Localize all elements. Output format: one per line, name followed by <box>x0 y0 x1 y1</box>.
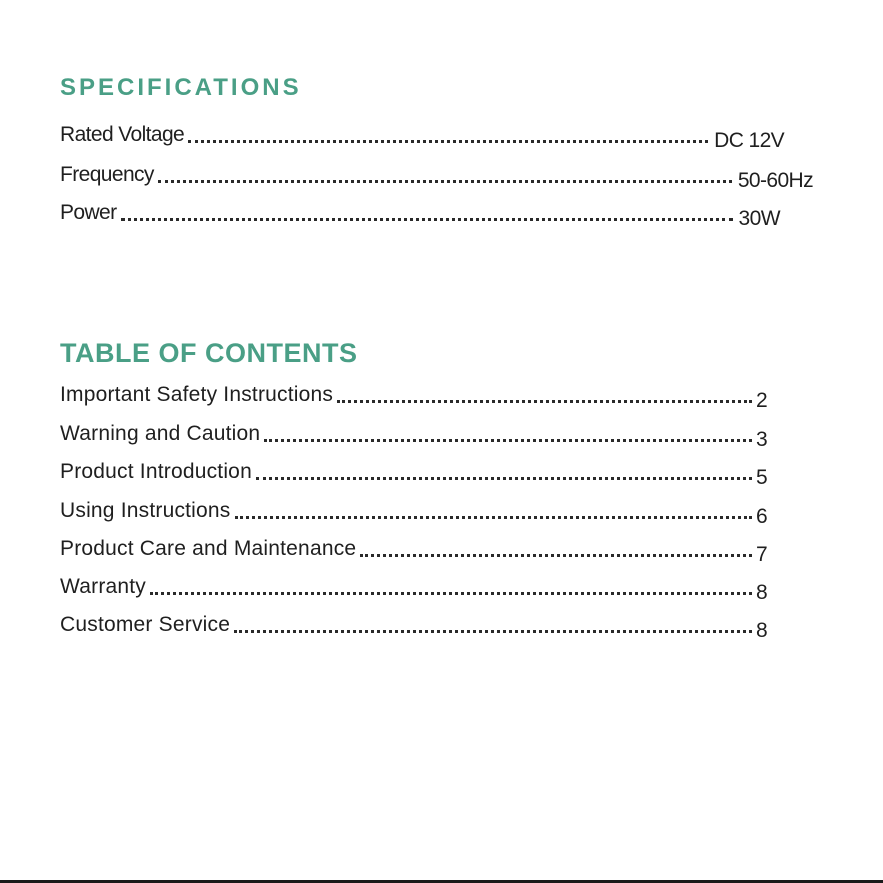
dot-leader <box>337 400 752 403</box>
dot-leader <box>360 554 752 557</box>
toc-label: Product Introduction <box>60 460 252 483</box>
dot-leader <box>121 218 733 221</box>
toc-item-safety-instructions <box>60 382 770 412</box>
toc-item-care-maintenance <box>60 536 770 566</box>
dot-leader <box>158 180 732 183</box>
toc-page-number: 8 <box>756 581 768 604</box>
dot-leader <box>234 630 752 633</box>
toc-item-product-introduction <box>60 459 770 489</box>
dot-leader <box>264 439 752 442</box>
toc-item-warning-caution <box>60 421 770 451</box>
dot-leader <box>188 140 708 143</box>
spec-value: DC 12V <box>714 129 785 152</box>
spec-row-power <box>60 200 840 230</box>
toc-label: Using Instructions <box>60 499 231 522</box>
dot-leader <box>256 477 752 480</box>
toc-label: Product Care and Maintenance <box>60 537 357 560</box>
spec-row-frequency <box>60 162 840 192</box>
toc-label: Customer Service <box>60 613 231 636</box>
toc-item-using-instructions <box>60 498 770 528</box>
toc-label: Warranty <box>60 575 146 598</box>
toc-page-number: 2 <box>756 389 768 412</box>
toc-label: Warning and Caution <box>60 422 261 445</box>
spec-label: Frequency <box>60 163 154 186</box>
spec-row-rated-voltage <box>60 122 840 152</box>
toc-page-number: 7 <box>756 543 768 566</box>
toc-item-warranty <box>60 574 770 604</box>
dot-leader <box>150 592 752 595</box>
spec-label: Rated Voltage <box>60 123 185 146</box>
toc-page-number: 8 <box>756 619 768 642</box>
specifications-heading: SPECIFICATIONS <box>60 74 302 101</box>
toc-label: Important Safety Instructions <box>60 383 334 406</box>
toc-item-customer-service <box>60 612 770 642</box>
spec-label: Power <box>60 201 117 224</box>
spec-value: 50-60Hz <box>737 169 814 192</box>
dot-leader <box>235 516 752 519</box>
toc-page-number: 3 <box>756 428 768 451</box>
toc-page-number: 6 <box>756 505 768 528</box>
spec-value: 30W <box>738 207 780 230</box>
table-of-contents-heading: TABLE OF CONTENTS <box>60 338 358 368</box>
toc-page-number: 5 <box>756 466 768 489</box>
